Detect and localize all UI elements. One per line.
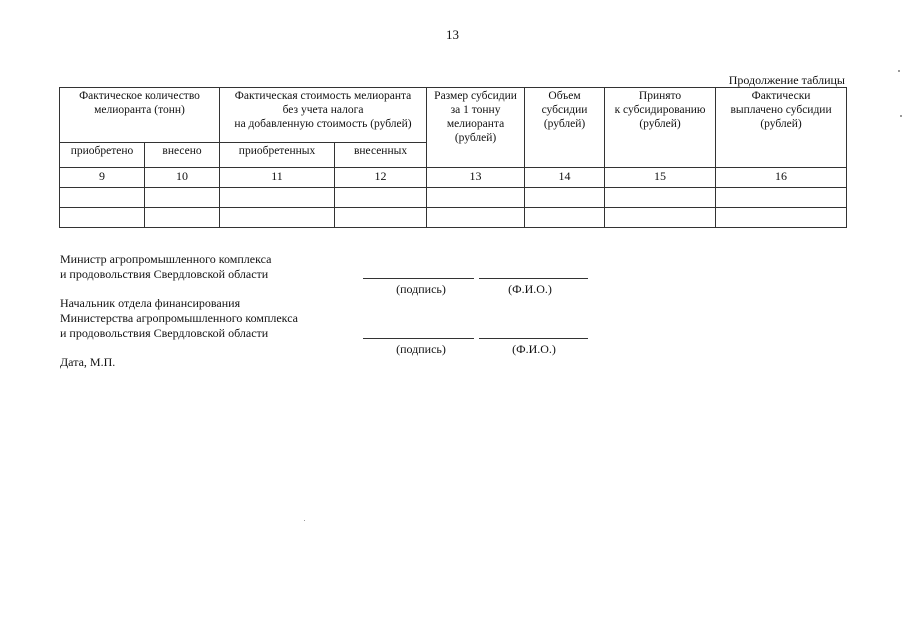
table-cell xyxy=(60,208,145,228)
minister-title: Министр агропромышленного комплекса и продовольствия Свердловской области xyxy=(60,252,272,281)
table-cell xyxy=(220,208,335,228)
table-cell xyxy=(525,208,605,228)
table-cell xyxy=(605,208,716,228)
column-number-row xyxy=(60,168,847,188)
minister-name-caption: (Ф.И.О.) xyxy=(508,282,552,296)
subheader-applied: внесено xyxy=(145,143,220,168)
column-number: 15 xyxy=(605,168,716,188)
table-cell xyxy=(427,208,525,228)
header-paid: Фактически выплачено субсидии (рублей) xyxy=(716,88,847,168)
table-cell xyxy=(220,188,335,208)
table-cell xyxy=(716,208,847,228)
table-header-row xyxy=(60,88,847,143)
table-cell xyxy=(145,208,220,228)
table-cell xyxy=(335,208,427,228)
column-number: 12 xyxy=(335,168,427,188)
table-row xyxy=(60,188,847,208)
finance-head-title: Начальник отдела финансирования Министерства агропромышленного комплекса и продовольствия Свердловской области xyxy=(60,296,299,340)
finance-head-name-line xyxy=(479,338,588,339)
minister-signature-caption: (подпись) xyxy=(396,282,446,296)
column-number: 10 xyxy=(145,168,220,188)
column-number: 9 xyxy=(60,168,145,188)
column-number: 14 xyxy=(525,168,605,188)
header-accepted: Принято к субсидированию (рублей) xyxy=(605,88,716,168)
subsidy-table xyxy=(59,87,847,228)
header-cost: Фактическая стоимость мелиоранта без учета налога на добавленную стоимость (рублей) xyxy=(220,88,427,143)
scan-speck xyxy=(900,115,902,117)
minister-name-line xyxy=(479,278,588,279)
table-cell xyxy=(427,188,525,208)
header-subsidy-volume: Объем субсидии (рублей) xyxy=(525,88,605,168)
table-cell xyxy=(716,188,847,208)
subheader-applied-cost: внесенных xyxy=(335,143,427,168)
column-number: 16 xyxy=(716,168,847,188)
column-number: 11 xyxy=(220,168,335,188)
scan-speck xyxy=(898,70,900,72)
table-cell xyxy=(60,188,145,208)
column-number: 13 xyxy=(427,168,525,188)
table-cell xyxy=(335,188,427,208)
header-subsidy-per-ton: Размер субсидии за 1 тонну мелиоранта (рублей) xyxy=(427,88,525,168)
table-cell xyxy=(145,188,220,208)
subheader-acquired-cost: приобретенных xyxy=(220,143,335,168)
finance-head-signature-line xyxy=(363,338,474,339)
subheader-acquired: приобретено xyxy=(60,143,145,168)
minister-signature-line xyxy=(363,278,474,279)
finance-head-name-caption: (Ф.И.О.) xyxy=(512,342,556,356)
table-row xyxy=(60,208,847,228)
table-cell xyxy=(605,188,716,208)
page-number: 13 xyxy=(446,27,459,42)
finance-head-signature-caption: (подпись) xyxy=(396,342,446,356)
table-continuation-label: Продолжение таблицы xyxy=(728,73,845,87)
header-quantity: Фактическое количество мелиоранта (тонн) xyxy=(60,88,220,143)
table-cell xyxy=(525,188,605,208)
scan-speck xyxy=(304,520,305,521)
date-stamp-label: Дата, М.П. xyxy=(60,355,116,369)
